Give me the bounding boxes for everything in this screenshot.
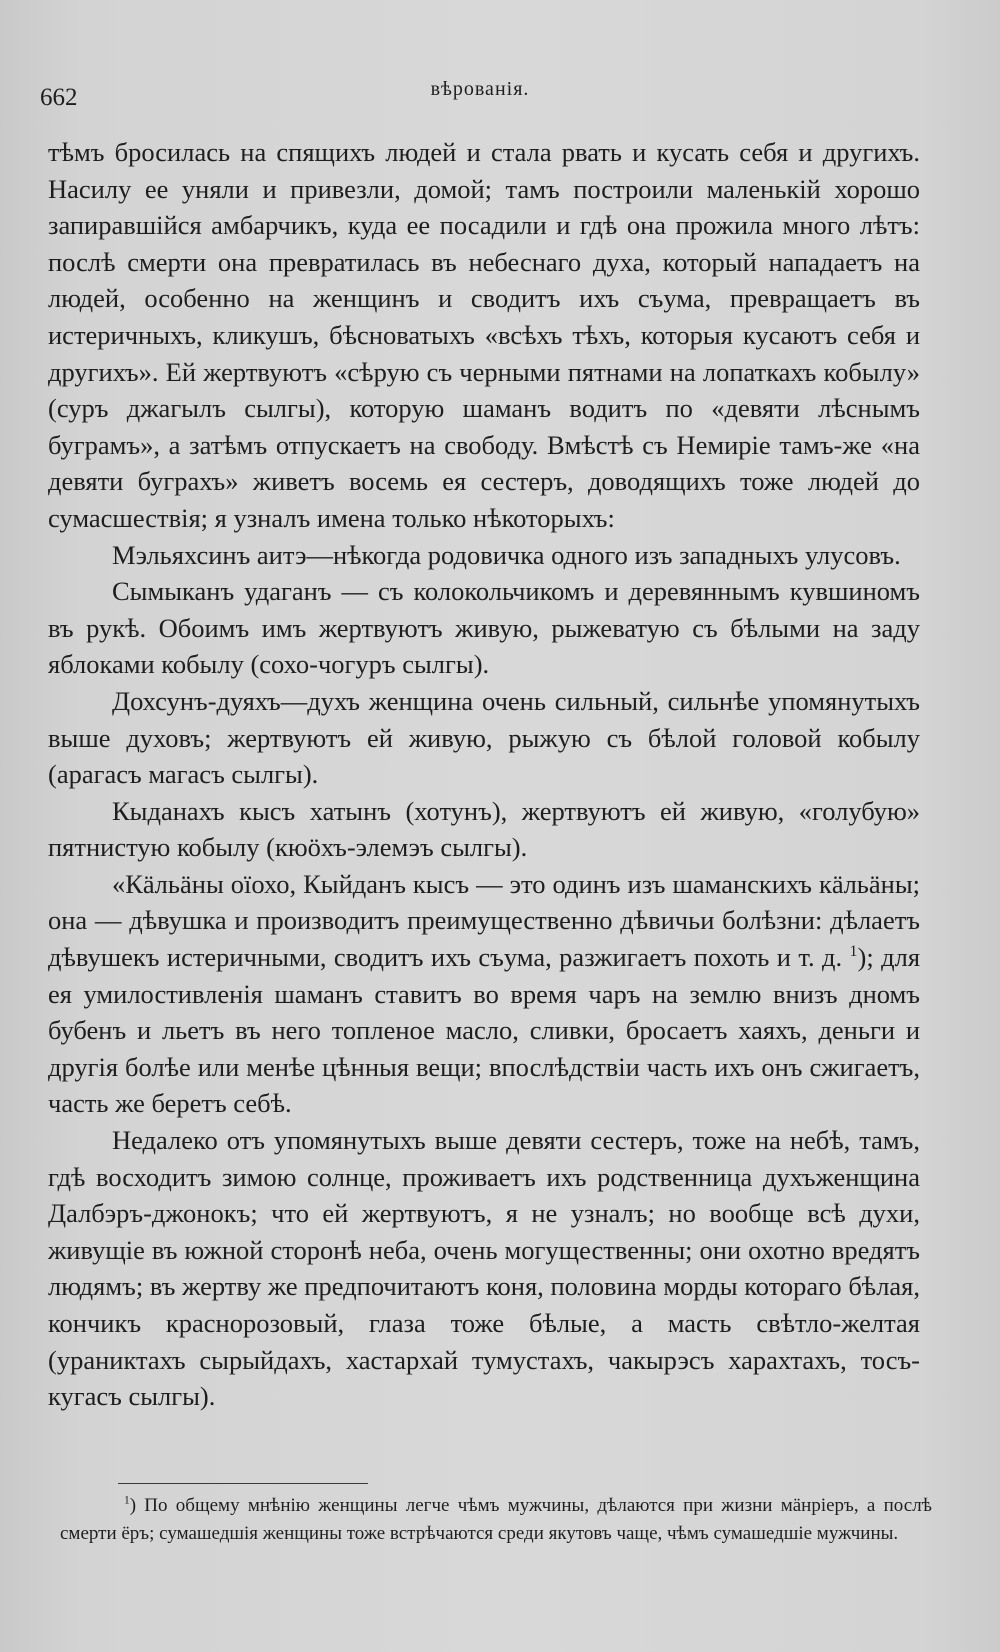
paragraph-4: Дохсунъ-дуяхъ—духъ женщина очень сильный, сильнѣе упомянутыхъ выше духовъ; жертвуютъ ей живую, рыжую съ бѣлой головой кобылу (арагасъ магасъ сылгы). bbox=[48, 685, 920, 790]
paragraph-3: Сымыканъ удаганъ — съ колокольчикомъ и деревяннымъ кувшиномъ въ рукѣ. Обоимъ имъ жертвуютъ живую, рыжеватую съ бѣлыми на заду яблоками кобылу (сохо-чогуръ сылгы). bbox=[48, 576, 920, 680]
footnote-text: ) По общему мнѣнію женщины легче чѣмъ мужчины, дѣлаются при жизни мäнріеръ, а послѣ смерти ёръ; сумашедшія женщины тоже встрѣчаются среди якутовъ чаще, чѣмъ сумашедшіе мужчины. bbox=[60, 1495, 932, 1544]
page-number: 662 bbox=[40, 84, 78, 111]
paragraph-6-text: «Кäльäны оïохо, Кыйданъ кысъ — это одинъ изъ шаманскихъ кäльäны; она — дѣвушка и производитъ преимущественно дѣвичьи болѣзни: дѣлаетъ дѣвушекъ истеричными, сводитъ ихъ съума, разжигаетъ похоть и т. д. bbox=[48, 868, 920, 973]
footnote bbox=[60, 1492, 932, 1547]
running-head: вѣрованія. bbox=[430, 78, 530, 100]
paragraph-1: тѣмъ бросилась на спящихъ людей и стала рвать и кусать себя и другихъ. Насилу ее уняли и привезли, домой; тамъ построили маленькій хорошо запиравшійся амбарчикъ, куда ее посадили и гдѣ она прожила много лѣтъ: послѣ смерти она превратилась въ небеснаго духа, который нападаетъ на людей, особенно на женщинъ и сводитъ ихъ съума, превращаетъ въ истеричныхъ, кликушъ, бѣсноватыхъ «всѣхъ тѣхъ, которыя кусаютъ себя и другихъ». Ей жертвуютъ «сѣрую съ черными пятнами на лопаткахъ кобылу» (суръ джагылъ сылгы), которую шаманъ водитъ по «девяти лѣснымъ буграмъ», а затѣмъ отпускаетъ на свободу. Вмѣстѣ съ Немиріе тамъ-же «на девяти буграхъ» живетъ восемь ея сестеръ, доводящихъ тоже людей до сумасшествія; я узналъ имена только нѣкоторыхъ: bbox=[48, 137, 920, 533]
page-header bbox=[40, 78, 920, 114]
paragraph-6-text-after: ); для ея умилостивленія шаманъ ставитъ во время чаръ на землю внизъ дномъ бубенъ и льетъ въ него топленое масло, сливки, бросаетъ хаяхъ, деньги и другія болѣе или менѣе цѣнныя вещи; впослѣдствіи часть ихъ онъ сжигаетъ, часть же беретъ себѣ. bbox=[48, 942, 921, 1119]
paragraph-6 bbox=[48, 866, 920, 1122]
body-text bbox=[48, 134, 920, 1415]
paragraph-7: Недалеко отъ упомянутыхъ выше девяти сестеръ, тоже на небѣ, тамъ, гдѣ восходитъ зимою солнце, проживаетъ ихъ родственница духъженщина Далбэръ-джонокъ; что ей жертвуютъ, я не узналъ; но вообще всѣ духи, живущіе въ южной сторонѣ неба, очень могущественны; они охотно вредятъ людямъ; въ жертву же предпочитаютъ коня, половина морды котораго бѣлая, кончикъ краснорозовый, глаза тоже бѣлые, а масть свѣтло-желтая (ураниктахъ сырыйдахъ, хастархай тумустахъ, чакырэсъ харахтахъ, тосъ-кугасъ сылгы). bbox=[48, 1125, 920, 1412]
paragraph-2: Мэльяхсинъ аитэ—нѣкогда родовичка одного изъ западныхъ улусовъ. bbox=[112, 539, 901, 570]
paragraph-5: Кыданахъ кысъ хатынъ (хотунъ), жертвуютъ ей живую, «голубую» пятнистую кобылу (кюöхъ-элемэъ сылгы). bbox=[48, 795, 920, 863]
footnote-divider bbox=[118, 1483, 368, 1484]
footnote-reference: 1 bbox=[849, 943, 858, 961]
footnote-marker: 1 bbox=[124, 1494, 130, 1507]
